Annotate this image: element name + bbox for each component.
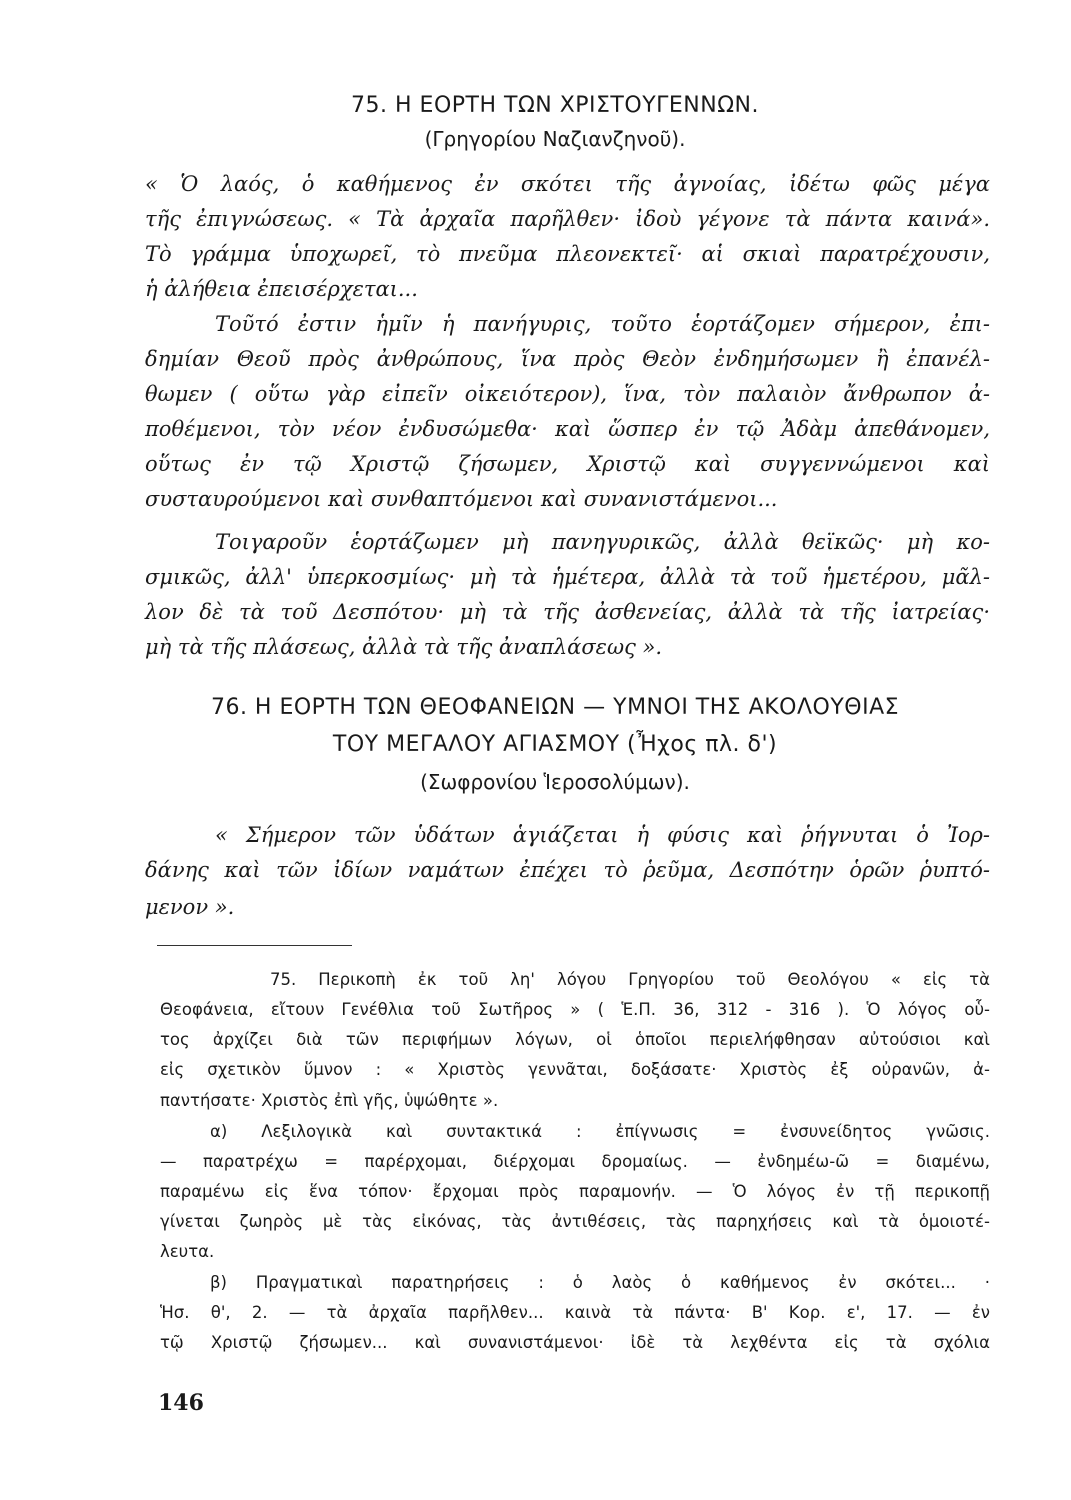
text-line: λον δὲ τὰ τοῦ Δεσπότου· μὴ τὰ τῆς ἀσθενείας, ἀλλὰ τὰ τῆς ἰατρείας· bbox=[145, 600, 990, 624]
section-76-heading-cont: ΤΟΥ ΜΕΓΑΛΟΥ ΑΓΙΑΣΜΟΥ (Ἦχος πλ. δ') bbox=[332, 732, 778, 757]
footnote-line: εἰς σχετικὸν ὕμνον : « Χριστὸς γεννᾶται, δοξάσατε· Χριστὸς ἐξ οὐρανῶν, ἀ- bbox=[160, 1060, 990, 1079]
text-line: Τὸ γράμμα ὑποχωρεῖ, τὸ πνεῦμα πλεονεκτεῖ· αἱ σκιαὶ παρατρέχουσιν, bbox=[145, 242, 990, 266]
text-line: Τοῦτό ἐστιν ἡμῖν ἡ πανήγυρις, τοῦτο ἑορτάζομεν σήμερον, ἐπι- bbox=[215, 312, 990, 336]
footnote-line: λευτα. bbox=[160, 1242, 215, 1261]
footnote-divider bbox=[157, 945, 352, 946]
text-line: θωμεν ( οὕτω γὰρ εἰπεῖν οἰκειότερον), ἵνα, τὸν παλαιὸν ἄνθρωπον ἀ- bbox=[145, 382, 990, 406]
footnote-line: — παρατρέχω = παρέρχομαι, διέρχομαι δρομαίως. — ἐνδημέω-ῶ = διαμένω, bbox=[160, 1152, 990, 1171]
text-line: σμικῶς, ἀλλ' ὑπερκοσμίως· μὴ τὰ ἡμέτερα, ἀλλὰ τὰ τοῦ ἡμετέρου, μᾶλ- bbox=[145, 565, 990, 589]
text-line: συσταυρούμενοι καὶ συνθαπτόμενοι καὶ συνανιστάμενοι... bbox=[145, 487, 778, 511]
section-76-author: (Σωφρονίου Ἱεροσολύμων). bbox=[420, 770, 690, 794]
footnote-line: β) Πραγματικαὶ παρατηρήσεις : ὁ λαὸς ὁ καθήμενος ἐν σκότει... · bbox=[210, 1273, 990, 1292]
text-line: δημίαν Θεοῦ πρὸς ἀνθρώπους, ἵνα πρὸς Θεὸν ἐνδημήσωμεν ἢ ἐπανέλ- bbox=[145, 347, 990, 371]
text-line: « Σήμερον τῶν ὑδάτων ἁγιάζεται ἡ φύσις καὶ ῥήγνυται ὁ Ἰορ- bbox=[215, 823, 990, 847]
text-line: Τοιγαροῦν ἑορτάζωμεν μὴ πανηγυρικῶς, ἀλλὰ θεϊκῶς· μὴ κο- bbox=[215, 530, 990, 554]
footnote-line: 75. Περικοπὴ ἐκ τοῦ λη' λόγου Γρηγορίου τοῦ Θεολόγου « εἰς τὰ bbox=[270, 970, 990, 989]
page-number: 146 bbox=[158, 1390, 204, 1416]
text-line: δάνης καὶ τῶν ἰδίων ναμάτων ἐπέχει τὸ ῥεῦμα, Δεσπότην ὁρῶν ῥυπτό- bbox=[145, 858, 990, 882]
footnote-line: α) Λεξιλογικὰ καὶ συντακτικά : ἐπίγνωσις = ἐνσυνείδητος γνῶσις. bbox=[210, 1122, 990, 1141]
footnote-line: Ἡσ. θ', 2. — τὰ ἀρχαῖα παρῆλθεν... καινὰ τὰ πάντα· Β' Κορ. ε', 17. — ἐν bbox=[160, 1303, 990, 1322]
text-line: οὕτως ἐν τῷ Χριστῷ ζήσωμεν, Χριστῷ καὶ συγγεννώμενοι καὶ bbox=[145, 452, 990, 476]
text-line: τῆς ἐπιγνώσεως. « Τὰ ἀρχαῖα παρῆλθεν· ἰδοὺ γέγονε τὰ πάντα καινά». bbox=[145, 207, 990, 231]
text-line: ποθέμενοι, τὸν νέον ἐνδυσώμεθα· καὶ ὥσπερ ἐν τῷ Ἀδὰμ ἀπεθάνομεν, bbox=[145, 417, 990, 441]
footnote-line: τος ἀρχίζει διὰ τῶν περιφήμων λόγων, οἱ ὁποῖοι περιελήφθησαν αὐτούσιοι καὶ bbox=[160, 1030, 990, 1049]
text-line: ἡ ἀλήθεια ἐπεισέρχεται... bbox=[145, 277, 418, 301]
footnote-line: παντήσατε· Χριστὸς ἐπὶ γῆς, ὑψώθητε ». bbox=[160, 1091, 499, 1110]
section-75-heading: 75. Η ΕΟΡΤΗ ΤΩΝ ΧΡΙΣΤΟΥΓΕΝΝΩΝ. bbox=[351, 93, 759, 118]
text-line: μενον ». bbox=[145, 895, 235, 919]
footnote-line: Θεοφάνεια, εἴτουν Γενέθλια τοῦ Σωτῆρος » ( Ἑ.Π. 36, 312 - 316 ). Ὁ λόγος οὗ- bbox=[160, 1000, 990, 1019]
footnote-line: παραμένω εἰς ἕνα τόπον· ἔρχομαι πρὸς παραμονήν. — Ὁ λόγος ἐν τῇ περικοπῇ bbox=[160, 1182, 990, 1201]
footnote-line: γίνεται ζωηρὸς μὲ τὰς εἰκόνας, τὰς ἀντιθέσεις, τὰς παρηχήσεις καὶ τὰ ὁμοιοτέ- bbox=[160, 1212, 990, 1231]
footnote-line: τῷ Χριστῷ ζήσωμεν... καὶ συνανιστάμενοι· ἰδὲ τὰ λεχθέντα εἰς τὰ σχόλια bbox=[160, 1333, 990, 1352]
section-76-heading: 76. Η ΕΟΡΤΗ ΤΩΝ ΘΕΟΦΑΝΕΙΩΝ — ΥΜΝΟΙ ΤΗΣ ΑΚΟΛΟΥΘΙΑΣ bbox=[210, 695, 900, 720]
text-line: « Ὁ λαός, ὁ καθήμενος ἐν σκότει τῆς ἀγνοίας, ἰδέτω φῶς μέγα bbox=[145, 172, 990, 196]
section-75-author: (Γρηγορίου Ναζιανζηνοῦ). bbox=[424, 127, 686, 151]
text-line: μὴ τὰ τῆς πλάσεως, ἀλλὰ τὰ τῆς ἀναπλάσεως ». bbox=[145, 635, 663, 659]
